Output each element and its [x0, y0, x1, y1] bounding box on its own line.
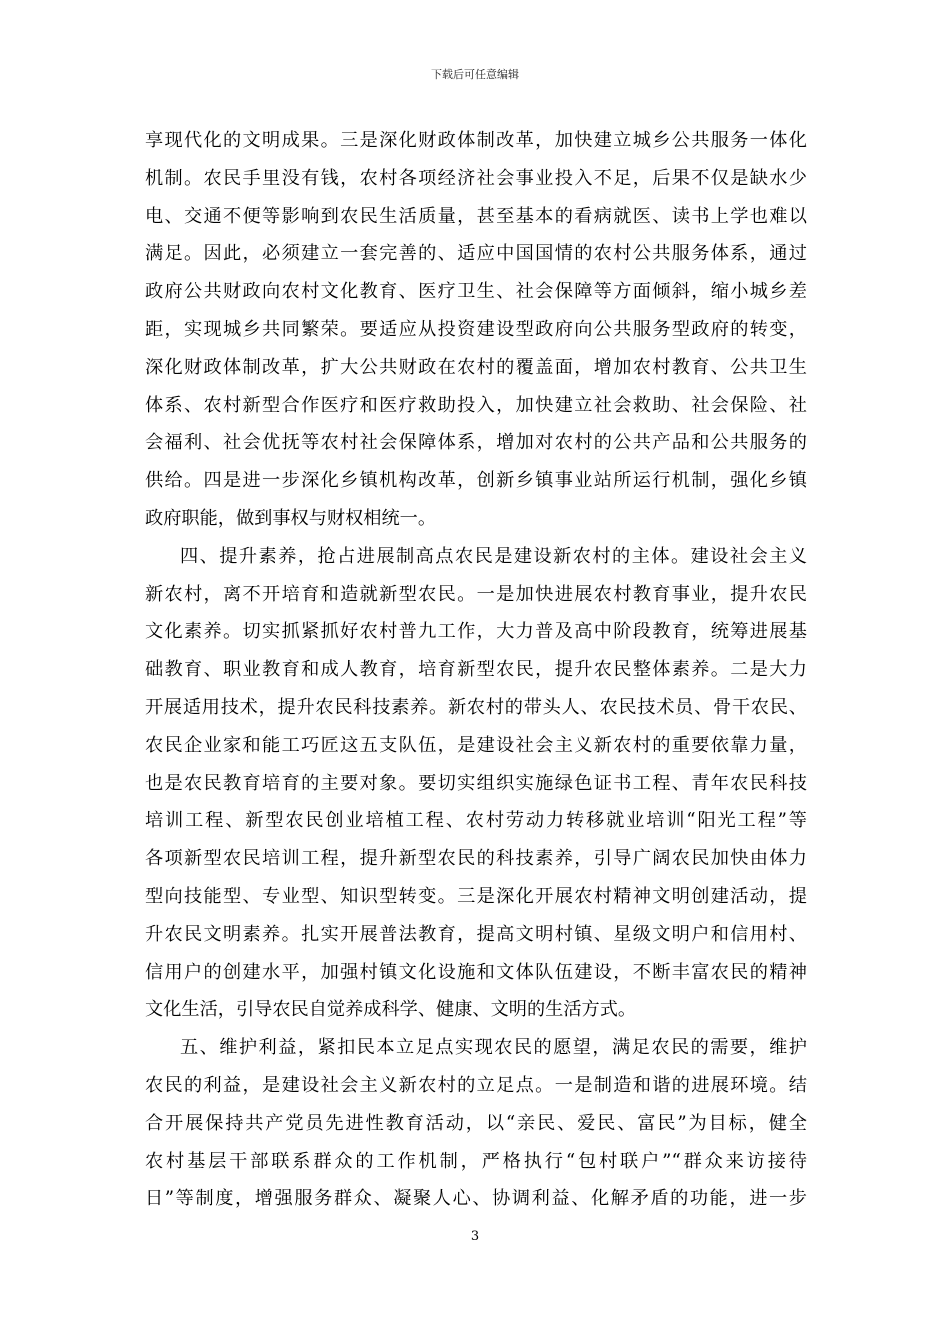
- text-line: 五、维护利益，紧扣民本立足点实现农民的愿望，满足农民的需要，维护: [180, 1037, 807, 1059]
- body-text: [145, 122, 807, 1218]
- text-line: 政府职能，做到事权与财权相统一。: [145, 507, 437, 529]
- text-line: 农村基层干部联系群众的工作机制，严格执行“包村联户”“群众来访接待: [145, 1150, 807, 1172]
- page-header: 下载后可任意编辑: [431, 68, 519, 81]
- text-line: 供给。四是进一步深化乡镇机构改革，创新乡镇事业站所运行机制，强化乡镇: [145, 470, 807, 492]
- text-line: 距，实现城乡共同繁荣。要适应从投资建设型政府向公共服务型政府的转变，: [145, 318, 807, 340]
- text-line: 型向技能型、专业型、知识型转变。三是深化开展农村精神文明创建活动，提: [145, 885, 807, 907]
- text-line: 开展适用技术，提升农民科技素养。新农村的带头人、农民技术员、骨干农民、: [145, 696, 807, 718]
- text-line: 电、交通不便等影响到农民生活质量，甚至基本的看病就医、读书上学也难以: [145, 205, 807, 227]
- text-line: 新农村，离不开培育和造就新型农民。一是加快进展农村教育事业，提升农民: [145, 583, 807, 605]
- text-line: 会福利、社会优抚等农村社会保障体系，增加对农村的公共产品和公共服务的: [145, 432, 807, 454]
- text-line: 深化财政体制改革，扩大公共财政在农村的覆盖面，增加农村教育、公共卫生: [145, 356, 807, 378]
- text-line: 培训工程、新型农民创业培植工程、农村劳动力转移就业培训“阳光工程”等: [145, 810, 807, 832]
- text-line: 政府公共财政向农村文化教育、医疗卫生、社会保障等方面倾斜，缩小城乡差: [145, 281, 807, 303]
- text-line: 础教育、职业教育和成人教育，培育新型农民，提升农民整体素养。二是大力: [145, 659, 807, 681]
- text-line: 机制。农民手里没有钱，农村各项经济社会事业投入不足，后果不仅是缺水少: [145, 167, 807, 189]
- text-line: 文化生活，引导农民自觉养成科学、健康、文明的生活方式。: [145, 999, 637, 1021]
- text-line: 升农民文明素养。扎实开展普法教育，提高文明村镇、星级文明户和信用村、: [145, 923, 807, 945]
- text-line: 农民企业家和能工巧匠这五支队伍，是建设社会主义新农村的重要依靠力量，: [145, 734, 807, 756]
- text-line: 文化素养。切实抓紧抓好农村普九工作，大力普及高中阶段教育，统筹进展基: [145, 621, 807, 643]
- text-line: 满足。因此，必须建立一套完善的、适应中国国情的农村公共服务体系，通过: [145, 243, 807, 265]
- text-line: 享现代化的文明成果。三是深化财政体制改革，加快建立城乡公共服务一体化: [145, 130, 807, 151]
- text-line: 信用户的创建水平，加强村镇文化设施和文体队伍建设，不断丰富农民的精神: [145, 961, 807, 983]
- text-line: 合开展保持共产党员先进性教育活动，以“亲民、爱民、富民”为目标，健全: [145, 1112, 807, 1134]
- text-line: 体系、农村新型合作医疗和医疗救助投入，加快建立社会救助、社会保险、社: [145, 394, 807, 416]
- text-line: 日”等制度，增强服务群众、凝聚人心、协调利益、化解矛盾的功能，进一步: [145, 1188, 807, 1210]
- page-number: 3: [470, 1229, 480, 1244]
- text-line: 四、提升素养，抢占进展制高点农民是建设新农村的主体。建设社会主义: [180, 545, 807, 567]
- text-line: 各项新型农民培训工程，提升新型农民的科技素养，引导广阔农民加快由体力: [145, 848, 807, 870]
- text-line: 农民的利益，是建设社会主义新农村的立足点。一是制造和谐的进展环境。结: [145, 1074, 807, 1096]
- text-line: 也是农民教育培育的主要对象。要切实组织实施绿色证书工程、青年农民科技: [145, 772, 807, 794]
